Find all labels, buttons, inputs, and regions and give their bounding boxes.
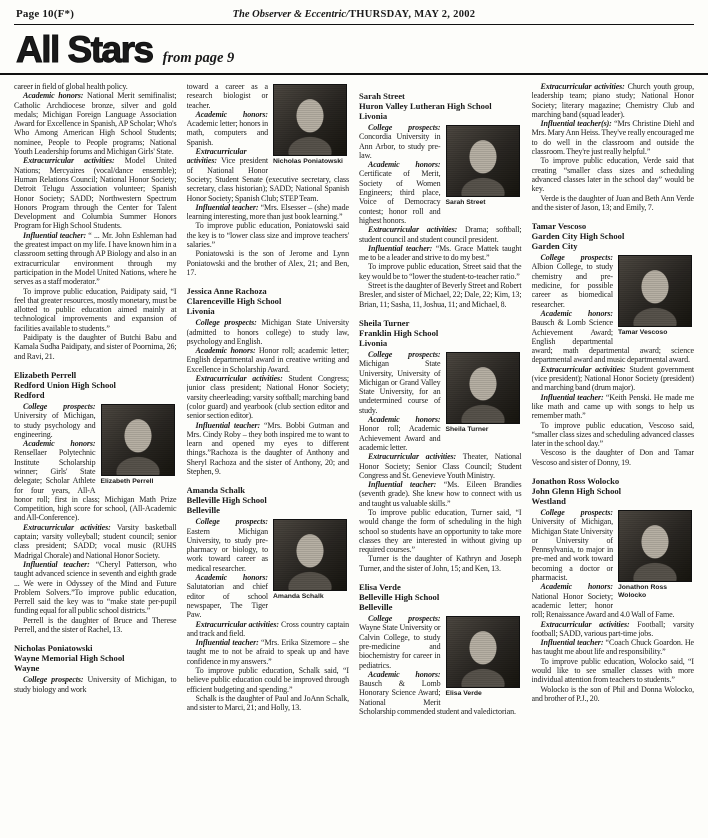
paragraph-lead: Academic honors:: [368, 415, 441, 425]
paragraph-lead: Academic honors:: [368, 669, 441, 679]
paragraph-text: Poniatowski is the son of Jerome and Lynn Poniatowski and the brother of Alex, 21; and Ben, 17.: [186, 249, 349, 277]
paragraph-text: Academic letter; honors in math, computers and Spanish.: [186, 119, 268, 147]
paragraph-lead: College prospects:: [368, 123, 441, 132]
paragraph-text: Michigan State University, University of Michigan or Grand Valley State University, for an undetermined course of study.: [359, 359, 441, 415]
paragraph-text: Perrell is the daughter of Bruce and Therese Perrell, and the sister of Rachel, 13.: [14, 615, 177, 635]
paragraph-text: National Honor Society; academic letter; honor roll; Renaissance Award and 4.0 Wall of Fame.: [531, 591, 675, 620]
photo-caption: Nicholas Poniatowski: [273, 158, 343, 165]
student-photo-figure: [446, 616, 522, 698]
city-name: Wayne: [14, 663, 40, 674]
paragraph-text: “Mrs. Elsesser – (she) made learning interesting, more than just book learning.”: [186, 202, 349, 222]
paragraph-text: Student government (vice president); National Honor Society (president) and marching band (drum major).: [531, 364, 694, 393]
paragraph-text: University of Michigan, Michigan State University or University of Pennsylvania, to major in pre-med and work toward becoming a doctor or pharmacist.: [531, 517, 613, 583]
city-name: Livonia: [186, 306, 215, 317]
photo-caption: Sarah Street: [445, 199, 486, 206]
paragraph-text: Wayne State University or Calvin College, to study pre-medicine and biochemistry for career in pediatrics.: [359, 623, 441, 670]
paragraph-text: “Coach Chuck Goardon. He has taught me about life and responsibility.”: [531, 638, 694, 657]
paragraph-text: To improve public education, Vescoso said, “smaller class sizes and scheduling advanced classes later in the school day.”: [531, 420, 694, 449]
paragraph: [187, 203, 350, 222]
paragraph-lead: Influential teacher:: [195, 420, 261, 430]
photo-caption: Amanda Schalk: [273, 593, 324, 601]
student-heading: [532, 221, 695, 251]
school-name: Garden City High School: [531, 231, 625, 242]
paragraph: [532, 156, 695, 193]
student-heading: [532, 476, 695, 506]
paragraph-text: “Ms. Eileen Brandies (seventh grade). She knew how to connect with us and taught us valuable skills.”: [359, 480, 522, 508]
paragraph: [14, 560, 177, 616]
student-name: Sheila Turner: [359, 317, 410, 328]
student-photo-figure: [273, 84, 349, 166]
paragraph-lead: College prospects:: [540, 507, 613, 517]
paragraph-text: University of Michigan, to study biology and work: [14, 675, 177, 694]
paragraph-lead: Extracurricular activities:: [23, 156, 115, 166]
paragraph-text: Salutatorian and chief editor of school newspaper, The Tiger Paw.: [186, 582, 268, 620]
paragraph-text: Certificate of Merit, Society of Women Engineers; third place, Voice of Democracy contest; honor roll and highest honors.: [359, 169, 441, 225]
paragraph: [187, 318, 350, 346]
school-name: Clarenceville High School: [186, 296, 282, 307]
paragraph-lead: Academic honors:: [23, 439, 96, 449]
paragraph-lead: Academic honors:: [195, 109, 268, 119]
paragraph-lead: College prospects:: [23, 401, 96, 411]
student-photo-figure: [618, 255, 694, 337]
paragraph-text: Street is the daughter of Beverly Street and Robert Bresler, and sister of Michael, 22; Dale, 22; Kim, 13; Brian, 11; Sasha, 11, Joshua, 11; and Michael, 8.: [359, 281, 522, 309]
paragraph-lead: Academic honors:: [195, 573, 268, 583]
paragraph-text: “Mrs. Bobbi Gutman and Mrs. Cindy Roby – they both inspired me to want to learn and opened my eyes to different things.”Rachoza is the daughter of Anthony and Sheryl Rachoza and the sister of Anthony, 20; and Stephen, 9.: [186, 420, 349, 476]
paragraph-lead: Extracurricular activities:: [23, 522, 111, 532]
photo-caption: Elizabeth Perrell: [100, 477, 154, 485]
paragraph-text: Church youth group, leadership team; piano study; National Honor Society; literary magazine; Chemistry Club and marching band (squad leader).: [531, 82, 694, 119]
paragraph-text: Drama; softball; student council and student council president.: [359, 225, 522, 244]
city-name: Livonia: [359, 111, 388, 121]
school-name: Redford Union High School: [14, 379, 116, 390]
city-name: Garden City: [531, 241, 578, 252]
paragraph: [532, 119, 695, 156]
section-headline: All Stars: [16, 29, 153, 70]
student-heading: [187, 286, 350, 316]
paragraph: [187, 421, 350, 477]
paragraph-text: Student Congress; junior class president; National Honor Society; varsity cheerleading; varsity softball; marching band (color guard) and yearbook (club section editor and senior section editor).: [186, 374, 349, 421]
paragraph: [359, 225, 522, 244]
paragraph-text: “Keith Penski. He made me like math and came up with songs to help us remember math.”: [531, 392, 694, 421]
school-name: Belleville High School: [186, 495, 267, 506]
paragraph: [14, 231, 177, 287]
paragraph-lead: Academic honors:: [368, 160, 441, 170]
city-name: Livonia: [359, 337, 388, 348]
paragraph-lead: Academic honors:: [195, 346, 256, 356]
paragraph-text: Verde is the daughter of Juan and Beth Ann Verde and the sister of Jason, 13; and Emily, 7.: [531, 193, 694, 212]
paragraph-text: Cross country captain and track and field.: [186, 619, 349, 638]
paragraph-text: Bausch & Lomb Honorary Science Award; National Merit Scholarship commended student and valedictorian.: [359, 679, 516, 717]
paragraph-lead: Extracurricular activities:: [540, 364, 626, 374]
photo-caption: Tamar Vescoso: [618, 329, 668, 337]
paragraph-lead: Academic honors:: [23, 91, 84, 101]
student-name: Jonathon Ross Wolocko: [531, 475, 620, 486]
photo-caption: Jonathon Ross Wolocko: [618, 583, 668, 599]
paragraph-lead: Influential teacher:: [195, 638, 259, 648]
student-photo: [101, 404, 175, 476]
paragraph: [14, 287, 177, 333]
paragraph: [14, 523, 177, 560]
city-name: Redford: [14, 389, 45, 400]
student-photo: [446, 616, 520, 688]
school-name: Belleville High School: [359, 592, 440, 603]
student-heading: [359, 318, 522, 348]
paragraph-lead: Academic honors:: [540, 308, 613, 318]
student-heading: [14, 370, 177, 400]
paragraph-text: To improve public education, Paidipaty said, “I feel that greater resources, mostly monetary, must be allotted to public education aimed mainly at technological improvements and expansion of facilities available to students.”: [14, 286, 177, 333]
paragraph-text: Theater, National Honor Society; Senior Class Council; Student Congress and St. Genevieve Youth Ministry.: [359, 452, 522, 480]
paragraph: [187, 620, 350, 639]
paragraph-text: Albion College, to study chemistry and pre-medicine, for possible career as biomedical researcher.: [531, 262, 613, 309]
paragraph-text: To improve public education, Wolocko said, “I would like to see smaller classes with more individual attention from teachers to students.”: [531, 656, 694, 685]
page-header: [0, 0, 708, 22]
school-name: Huron Valley Lutheran High School: [359, 101, 492, 111]
student-photo: [446, 125, 520, 197]
paragraph-text: Vice president of National Honor Society; Student Senate (executive secretary, class secretary, class historian); SADD; National Spanish Honor Society; Spanish Club; STEP Team.: [186, 156, 349, 203]
paragraph-text: “Cheryl Patterson, who taught advanced science in seventh and eighth grade ... We were in Odyssey of the Mind and Future Problem Solvers.”To improve public education, Perrell said the key was to “make state per-pupil funding equal for all public school districts.”: [14, 559, 177, 616]
paragraph-lead: Extracurricular activities:: [540, 619, 630, 629]
paragraph-lead: Influential teacher:: [540, 392, 604, 402]
student-photo-figure: [446, 125, 522, 207]
paragraph-text: To improve public education, Street said that the key would be to “lower the student-to-teacher ratio.”: [359, 262, 522, 281]
paragraph: [359, 262, 522, 281]
paragraph-lead: College prospects:: [368, 349, 441, 359]
paragraph: [532, 82, 695, 119]
paragraph: [532, 448, 695, 467]
photo-caption: Elisa Verde: [445, 690, 482, 698]
masthead-date: THURSDAY, MAY 2, 2002: [348, 9, 476, 20]
column-3: [359, 82, 522, 824]
paragraph-text: Bausch & Lomb Science Achievement Award; English departmental award; math departmental award; science departmental award and music departmental award.: [531, 318, 694, 365]
student-name: Jessica Anne Rachoza: [186, 286, 267, 297]
student-photo: [273, 519, 347, 591]
paragraph-lead: Influential teacher:: [23, 559, 90, 569]
student-photo: [618, 510, 692, 582]
paragraph-text: Rensellaer Polytechnic Institute Scholarship winner; Girls' State delegate; Scholar Athlete for four years, All-A honor roll; first in class; Michigan Math Prize Competition, high score for school, (All-Academic and All-Conference).: [14, 448, 177, 523]
paragraph-text: “Ms. Grace Mattek taught me to be a leader and strive to do my best.”: [359, 243, 522, 263]
paragraph-text: Vescoso is the daughter of Don and Tamar Vescoso and sister of Donny, 19.: [531, 448, 694, 467]
column-4: [532, 82, 695, 824]
paragraph-lead: Influential teacher:: [195, 202, 259, 212]
paragraph: [359, 281, 522, 309]
paragraph: [532, 685, 695, 704]
paragraph-lead: College prospects:: [540, 253, 613, 263]
student-photo: [273, 84, 347, 156]
student-name: Elizabeth Perrell: [14, 369, 77, 380]
page-number: Page 10(F*): [16, 8, 75, 20]
article-columns: [0, 75, 708, 824]
paragraph-lead: Influential teacher:: [368, 243, 433, 253]
student-name: Tamar Vescoso: [531, 221, 587, 232]
paragraph: [359, 244, 522, 263]
paragraph-text: Turner is the daughter of Kathryn and Joseph Turner, and the sister of John, 15; and Ken, 13.: [359, 554, 522, 573]
paragraph: [14, 333, 177, 361]
student-name: Elisa Verde: [359, 582, 401, 593]
paragraph-lead: Extracurricular activities:: [195, 619, 279, 629]
masthead: [186, 9, 522, 20]
paragraph: [14, 675, 177, 694]
paragraph-text: “ ... Mr. John Eshleman had the greatest impact on my life. I have known him in a classroom setting through AP Biology and also in an extracurricular environment through my participation in the Model United Nations, where he serves as a staff moderator.”: [14, 230, 177, 287]
paragraph-lead: College prospects:: [195, 517, 268, 527]
masthead-title: The Observer & Eccentric/: [232, 9, 349, 20]
paragraph-lead: College prospects:: [23, 675, 84, 685]
paragraph-text: Schalk is the daughter of Paul and JoAnn Schalk, and sister to Marci, 21; and Holly, 13.: [186, 693, 349, 713]
paragraph: [14, 82, 177, 91]
paragraph: [532, 365, 695, 393]
paragraph-text: Eastern Michigan University, to study pre-pharmacy or biology, to work toward career as medical researcher.: [186, 526, 268, 573]
column-1: [14, 82, 177, 824]
paragraph-text: Varsity basketball captain; varsity volleyball; student council; senior class president; SADD; vocal music (RUHS Madrigal Chorale) and National Honor Society.: [14, 522, 177, 560]
paragraph-lead: Influential teacher:: [23, 230, 87, 240]
student-heading: [359, 91, 522, 121]
paragraph: [14, 616, 177, 635]
paragraph-text: “Mrs. Erika Sizemore – she taught me to not be afraid to speak up and have confidence in my answers.”: [186, 638, 349, 666]
continuation-note: from page 9: [162, 50, 235, 66]
paragraph-text: National Merit semifinalist; Catholic Archdiocese bronze, silver and gold medals; Michigan Foreign Language Association Award for Excellence in Spanish, AP Scholar; Who's Who Among American High School Students; nominee, People to People programs; National Youth Leadership forums and Michigan Girls' State.: [14, 91, 177, 157]
paragraph-lead: Extracurricular activities:: [368, 225, 458, 235]
paragraph-lead: Extracurricular activities:: [186, 147, 247, 166]
student-photo: [618, 255, 692, 327]
student-photo-figure: [273, 519, 349, 601]
paragraph-lead: Extracurricular activities:: [195, 374, 283, 384]
student-photo-figure: [101, 404, 177, 486]
student-photo-figure: [446, 352, 522, 434]
paragraph-text: Paidipaty is the daughter of Butchi Babu and Kamala Sudha Paidipaty, and sister of Poornima, 26; and Ravi, 21.: [14, 333, 177, 361]
paragraph: [532, 620, 695, 639]
headline-row: [0, 25, 708, 68]
paragraph-text: Honor roll; academic letter; English departmental award in creative writing and Excellence in Scholarship Award.: [186, 346, 349, 374]
paragraph: [14, 91, 177, 156]
student-name: Nicholas Poniatowski: [14, 643, 93, 654]
city-name: Belleville: [186, 505, 220, 516]
paragraph-lead: Extracurricular activities:: [540, 82, 625, 91]
paragraph-text: University of Michigan, to study psychology and engineering.: [14, 411, 96, 439]
paragraph: [187, 249, 350, 277]
paragraph: [359, 554, 522, 573]
paragraph: [187, 346, 350, 374]
paragraph-lead: Academic honors:: [540, 582, 613, 592]
city-name: Westland: [531, 495, 566, 506]
paragraph-lead: College prospects:: [368, 614, 441, 624]
paragraph-text: “Mrs Christine Diehl and Mrs. Mary Ann Heiss. They've really encouraged me to do well in the classroom and outside the classroom. They're just really helpful.”: [531, 119, 694, 157]
paragraph-text: Honor roll; Academic Achievement Award and academic letter.: [359, 424, 441, 452]
column-2: [187, 82, 350, 824]
student-name: Sarah Street: [359, 91, 405, 101]
paragraph: [187, 694, 350, 713]
paragraph-text: career in field of global health policy.: [14, 82, 128, 91]
photo-caption: Sheila Turner: [445, 425, 489, 433]
school-name: Franklin High School: [359, 327, 439, 338]
school-name: Wayne Memorial High School: [14, 653, 125, 664]
paragraph: [187, 638, 350, 666]
paragraph: [532, 393, 695, 421]
paragraph: [532, 638, 695, 657]
paragraph-text: To improve public education, Poniatowski said the key is to “lower class size and improve teachers' salaries.”: [186, 221, 349, 250]
paragraph: [187, 374, 350, 420]
paragraph: [532, 421, 695, 449]
paragraph-lead: Extracurricular activities:: [368, 452, 457, 462]
city-name: Belleville: [359, 602, 393, 613]
student-photo-figure: [618, 510, 694, 600]
paragraph-text: Model United Nations; Mercyaires (vocal/dance ensemble); Human Relations Council; National Honor Society; Detroit Telugu Association volunteer; Spanish Honor Society; SADD; Northwestern Spectrum Honors Program through the Center for Talent Development and Columbia Summer Honors Program for High School Students.: [14, 156, 177, 231]
paragraph: [359, 480, 522, 508]
paragraph: [359, 452, 522, 480]
paragraph: [187, 221, 350, 249]
paragraph-text: Michigan State University (admitted to honors college) to study law, psychology and English.: [186, 318, 349, 346]
paragraph-lead: Influential teacher(s):: [540, 119, 612, 129]
paragraph-text: Concordia University in Ann Arbor, to study pre-law.: [359, 132, 441, 160]
paragraph-lead: Influential teacher:: [368, 480, 437, 490]
paragraph: [532, 194, 695, 213]
student-heading: [359, 582, 522, 612]
paragraph: [359, 508, 522, 554]
student-name: Amanda Schalk: [186, 485, 246, 496]
paragraph-lead: Influential teacher:: [540, 638, 604, 648]
paragraph-text: To improve public education, Turner said, “I would change the form of scheduling in the high school so students have an opportunity to take more classes they are interested in without giving up required courses.”: [359, 507, 522, 555]
paragraph-text: Football; varsity football; SADD, various part-time jobs.: [531, 619, 694, 638]
student-photo: [446, 352, 520, 424]
paragraph-lead: College prospects:: [195, 318, 257, 328]
paragraph: [187, 666, 350, 694]
paragraph-text: To improve public education, Schalk said, “I believe public education could be improved through efficient budgeting and spending.”: [186, 666, 349, 694]
paragraph: [14, 156, 177, 230]
student-heading: [14, 643, 177, 673]
student-heading: [187, 485, 350, 515]
paragraph-text: To improve public education, Verde said that creating “smaller class sizes and scheduling advanced classes later in the school day” would be key.: [531, 156, 694, 194]
paragraph-text: toward a career as a research biologist or teacher.: [186, 82, 268, 110]
paragraph-text: Wolocko is the son of Phil and Donna Wolocko, and brother of P.J., 20.: [531, 684, 694, 703]
school-name: John Glenn High School: [531, 485, 622, 496]
paragraph: [532, 657, 695, 685]
